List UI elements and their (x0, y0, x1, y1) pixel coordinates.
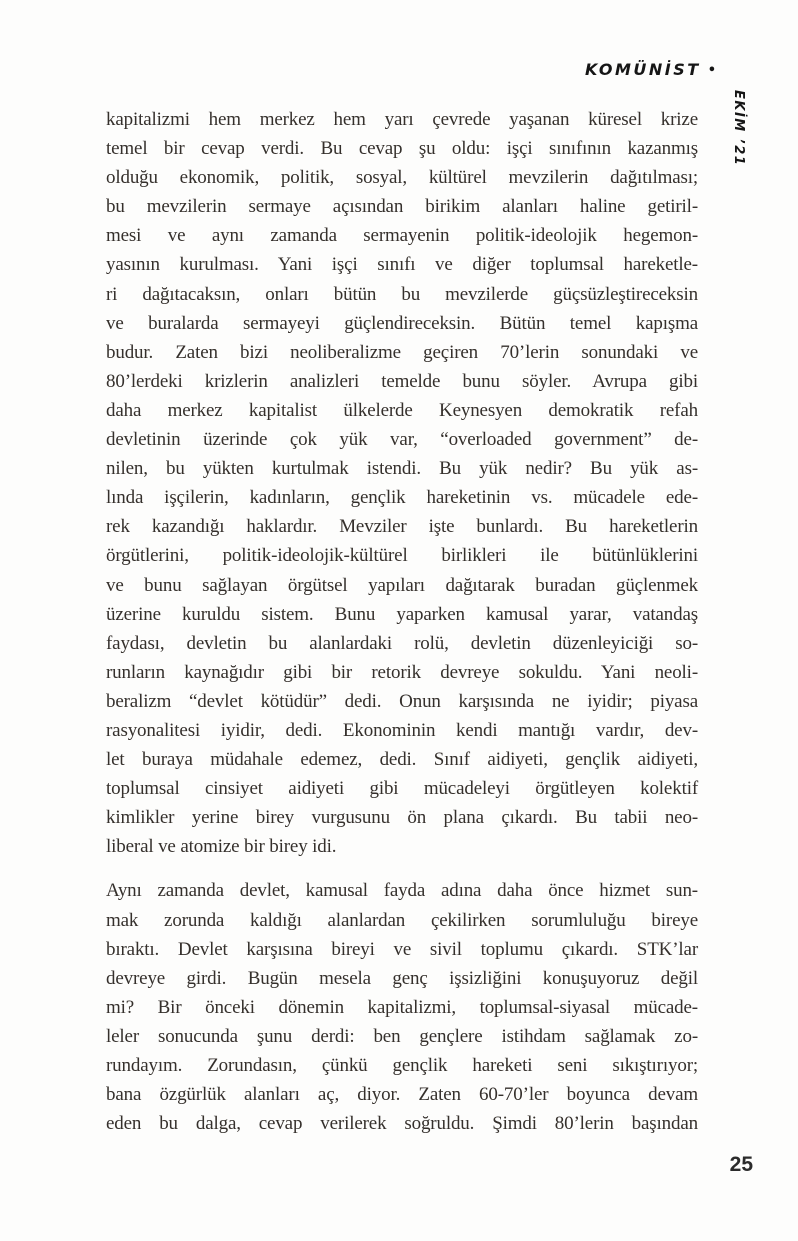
text-line: let buraya müdahale edemez, dedi. Sınıf aidiyeti, gençlik aidiyeti, (106, 749, 698, 771)
header-bullet-icon: • (707, 63, 716, 78)
page-header (585, 60, 716, 79)
text-line: Aynı zamanda devlet, kamusal fayda adına daha önce hizmet sun- (106, 880, 698, 902)
text-line: faydası, devletin bu alanlardaki rolü, devletin düzenleyiciği so- (106, 632, 698, 654)
text-line: toplumsal cinsiyet aidiyeti gibi mücadeleyi örgütleyen kolektif (106, 778, 698, 800)
text-line: örgütlerini, politik-ideolojik-kültürel birlikleri ile bütünlüklerini (106, 545, 698, 567)
text-line: temel bir cevap verdi. Bu cevap şu oldu: işçi sınıfının kazanmış (106, 138, 698, 160)
text-line: 80’lerdeki krizlerin analizleri temelde bunu söyler. Avrupa gibi (106, 370, 698, 392)
page-number: 25 (729, 1153, 753, 1176)
text-line: eden bu dalga, cevap verilerek soğruldu. Şimdi 80’lerin başından (106, 1113, 698, 1135)
text-line: yasının kurulması. Yani işçi sınıfı ve diğer toplumsal hareketle- (106, 254, 698, 276)
text-line: liberal ve atomize bir birey idi. (106, 836, 337, 858)
text-line: budur. Zaten bizi neoliberalizme geçiren 70’lerin sonundaki ve (106, 341, 698, 363)
text-line: mak zorunda kaldığı alanlardan çekilirken sorumluluğu bireye (106, 909, 698, 931)
text-line: lında işçilerin, kadınların, gençlik hareketinin vs. mücadele ede- (106, 487, 698, 509)
text-line: devletinin üzerinde çok yük var, “overloaded government” de- (106, 429, 698, 451)
text-line: bana özgürlük alanları aç, diyor. Zaten 60-70’ler boyunca devam (106, 1084, 698, 1106)
text-line: bıraktı. Devlet karşısına bireyi ve sivil toplumu çıkardı. STK’lar (106, 938, 698, 960)
paragraph (106, 876, 698, 1138)
magazine-title: KOMÜNİST (585, 60, 701, 79)
issue-label: EKİM ’21 (731, 90, 746, 167)
text-line: kapitalizmi hem merkez hem yarı çevrede yaşanan küresel krize (106, 109, 698, 130)
text-line: kimlikler yerine birey vurgusunu ön plana çıkardı. Bu tabii neo- (106, 807, 698, 829)
text-line: nilen, bu yükten kurtulmak istendi. Bu yük nedir? Bu yük as- (106, 458, 698, 480)
text-line: ve bunu sağlayan örgütsel yapıları dağıtarak buradan güçlenmek (106, 574, 698, 596)
text-line: rundayım. Zorundasın, çünkü gençlik hareketi seni sıkıştırıyor; (106, 1055, 698, 1076)
body-text (106, 105, 698, 1138)
text-line: ve buralarda sermayeyi güçlendireceksin. Bütün temel kapışma (106, 312, 698, 334)
paragraph (106, 105, 698, 861)
text-line: mi? Bir önceki dönemin kapitalizmi, toplumsal-siyasal mücade- (106, 996, 698, 1018)
text-line: leler sonucunda şunu derdi: ben gençlere istihdam sağlamak zo- (106, 1025, 698, 1047)
text-line: ri dağıtacaksın, onları bütün bu mevzilerde güçsüzleştireceksin (106, 283, 698, 305)
text-line: olduğu ekonomik, politik, sosyal, kültürel mevzilerin dağıtılması; (106, 167, 698, 189)
text-line: daha merkez kapitalist ülkelerde Keynesyen demokratik refah (106, 399, 698, 421)
text-line: runların kaynağıdır gibi bir retorik devreye sokuldu. Yani neoli- (106, 661, 698, 683)
text-line: devreye girdi. Bugün mesela genç işsizliğini konuşuyoruz değil (106, 967, 698, 989)
text-line: üzerine kuruldu sistem. Bunu yaparken kamusal yarar, vatandaş (106, 603, 698, 625)
text-line: beralizm “devlet kötüdür” dedi. Onun karşısında ne iyidir; piyasa (106, 690, 698, 712)
text-line: bu mevzilerin sermaye açısından birikim alanları haline getiril- (106, 196, 698, 218)
text-line: rasyonalitesi iyidir, dedi. Ekonominin kendi mantığı vardır, dev- (106, 719, 698, 741)
text-line: mesi ve aynı zamanda sermayenin politik-ideolojik hegemon- (106, 225, 698, 247)
text-line: rek kazandığı haklardır. Mevziler işte bunlardı. Bu hareketlerin (106, 516, 698, 538)
